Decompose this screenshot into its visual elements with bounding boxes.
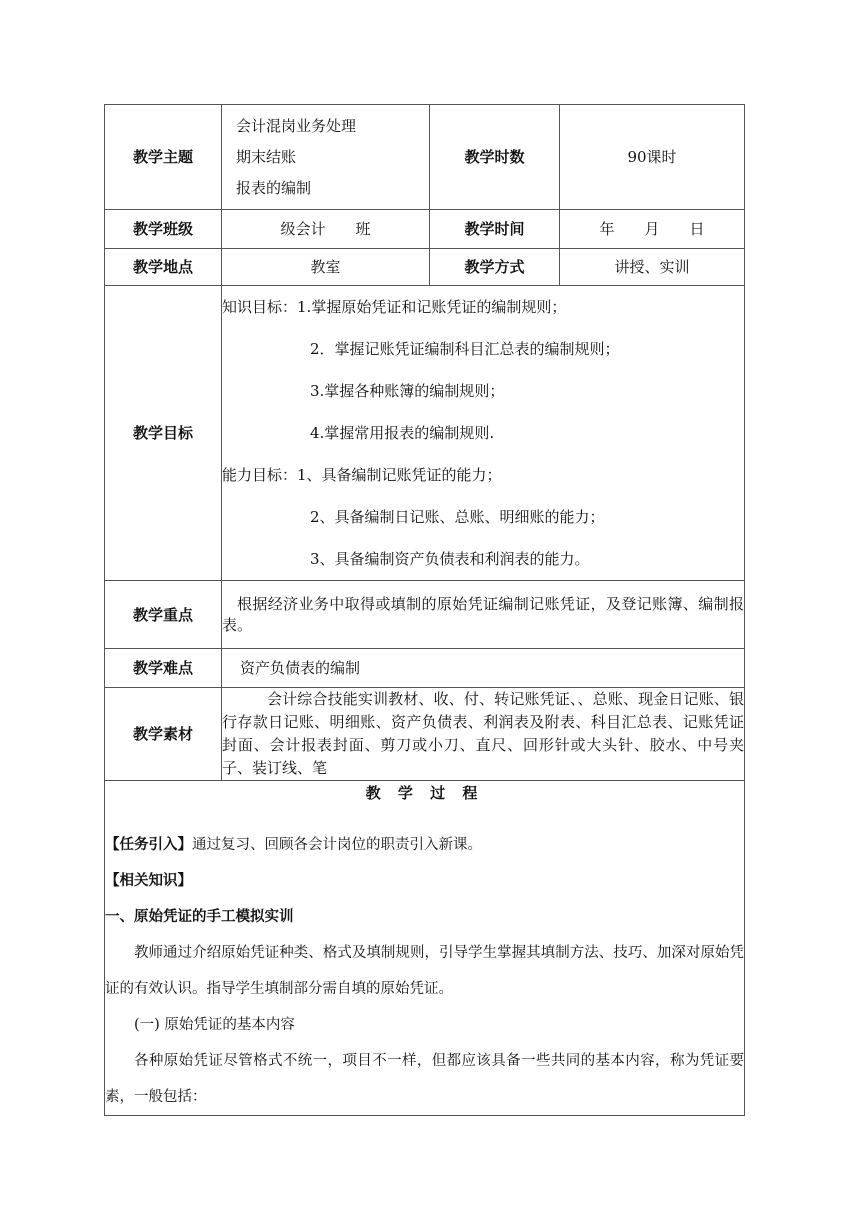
row-process-title	[105, 781, 745, 806]
topic-value	[222, 105, 430, 210]
knowledge-goal-item: 3.掌握各种账簿的编制规则；	[310, 382, 505, 400]
section-title: 一、原始凭证的手工模拟实训	[105, 909, 294, 925]
knowledge-goal-line	[222, 286, 744, 328]
lesson-plan-table	[104, 104, 745, 1116]
related-knowledge-label: 【相关知识】	[105, 873, 192, 889]
knowledge-goal-line	[222, 412, 744, 454]
goals-label: 教学目标	[105, 286, 222, 581]
knowledge-goal-line	[222, 370, 744, 412]
topic-line: 报表的编制	[236, 178, 312, 197]
materials-text: 会计综合技能实训教材、收、付、转记账凭证、、总账、现金日记账、银行存款日记账、明细账、资产负债表、利润表及附表、科目汇总表、记账凭证封面、会计报表封面、剪刀或小刀、直尺、回形针或大头针、胶水、中号夹子、装订线、笔	[222, 688, 745, 781]
paragraph: 教师通过介绍原始凭证种类、格式及填制规则，引导学生掌握其填制方法、技巧、加深对原始凭证的有效认识。指导学生填制部分需自填的原始凭证。	[105, 945, 744, 997]
knowledge-goal-item: 4.掌握常用报表的编制规则.	[310, 424, 495, 442]
row-topic	[105, 105, 745, 210]
place-value: 教室	[222, 249, 430, 286]
hours-value: 90课时	[560, 105, 745, 210]
time-value: 年 月 日	[560, 210, 745, 249]
class-value: 级会计 班	[222, 210, 430, 249]
process-content	[105, 805, 745, 1116]
subsection-title: (一) 原始凭证的基本内容	[134, 1017, 295, 1033]
method-label: 教学方式	[430, 249, 560, 286]
difficulty-text: 资产负债表的编制	[222, 649, 745, 688]
materials-label: 教学素材	[105, 688, 222, 781]
task-intro	[105, 827, 744, 863]
topic-line: 期末结账	[236, 147, 297, 166]
topic-line: 会计混岗业务处理	[236, 116, 357, 135]
difficulty-label: 教学难点	[105, 649, 222, 688]
row-place	[105, 249, 745, 286]
knowledge-goal-item: 2．掌握记账凭证编制科目汇总表的编制规则；	[310, 340, 620, 358]
ability-goal-prefix: 能力目标：	[222, 466, 298, 484]
paragraph: 各种原始凭证尽管格式不统一，项目不一样，但都应该具备一些共同的基本内容，称为凭证要素，一般包括：	[105, 1053, 744, 1105]
row-key-points	[105, 581, 745, 649]
time-label: 教学时间	[430, 210, 560, 249]
row-class	[105, 210, 745, 249]
knowledge-goal-line	[222, 328, 744, 370]
ability-goal-item: 3、具备编制资产负债表和利润表的能力。	[310, 550, 590, 568]
row-process	[105, 805, 745, 1116]
knowledge-goal-item: 1.掌握原始凭证和记账凭证的编制规则；	[297, 298, 567, 316]
topic-label: 教学主题	[105, 105, 222, 210]
hours-label: 教学时数	[430, 105, 560, 210]
key-points-label: 教学重点	[105, 581, 222, 649]
ability-goal-item: 2、具备编制日记账、总账、明细账的能力；	[310, 508, 605, 526]
knowledge-goal-prefix: 知识目标：	[222, 298, 298, 316]
ability-goal-item: 1、具备编制记账凭证的能力；	[297, 466, 502, 484]
place-label: 教学地点	[105, 249, 222, 286]
class-label: 教学班级	[105, 210, 222, 249]
row-materials	[105, 688, 745, 781]
ability-goal-line	[222, 496, 744, 538]
ability-goal-line	[222, 454, 744, 496]
row-goals	[105, 286, 745, 581]
ability-goal-line	[222, 538, 744, 580]
task-intro-text: 通过复习、回顾各会计岗位的职责引入新课。	[192, 837, 482, 853]
method-value: 讲授、实训	[560, 249, 745, 286]
goals-content	[222, 286, 745, 581]
key-points-text: 根据经济业务中取得或填制的原始凭证编制记账凭证，及登记账簿、编制报表。	[222, 581, 745, 649]
row-difficulty	[105, 649, 745, 688]
task-intro-label: 【任务引入】	[105, 837, 192, 853]
process-title: 教 学 过 程	[105, 781, 745, 806]
